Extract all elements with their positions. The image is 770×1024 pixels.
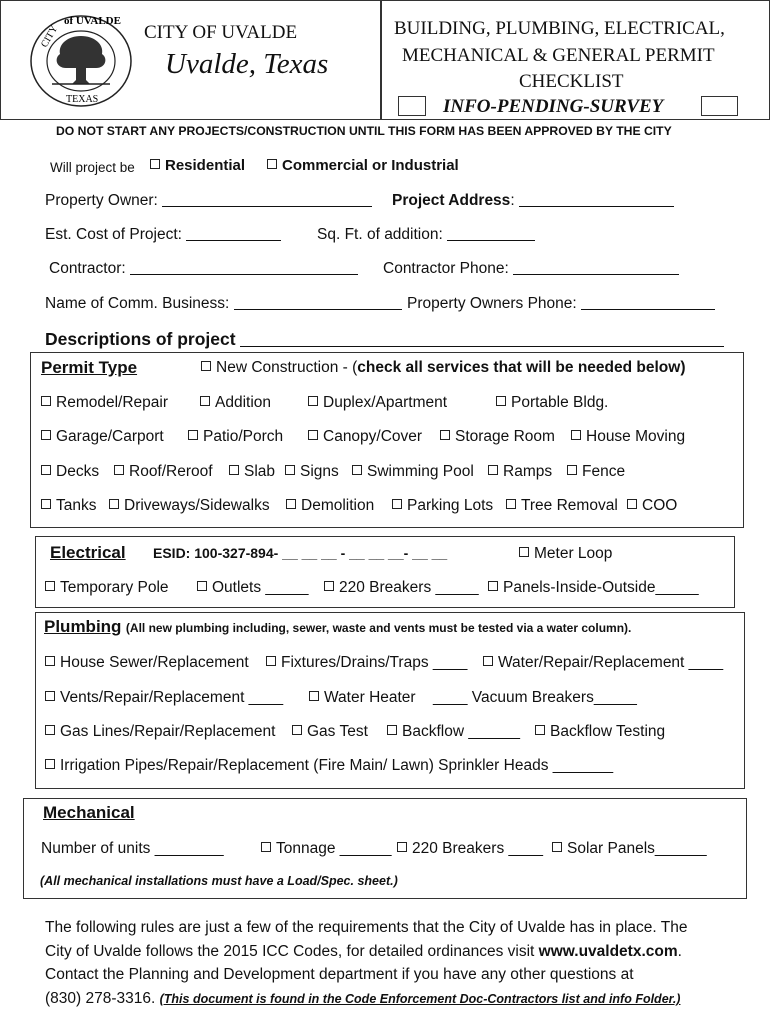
plumbing-option[interactable] (292, 723, 368, 741)
svg-text:CITY: CITY (39, 23, 61, 50)
plumbing-option[interactable] (309, 689, 416, 707)
city-script: Uvalde, Texas (165, 48, 329, 80)
permit-option-label: Canopy/Cover (323, 428, 423, 445)
permit-option-label: Parking Lots (407, 497, 494, 514)
footer-line3: Contact the Planning and Development department if you have any other questions at (45, 966, 634, 983)
esid-field[interactable]: ESID: 100-327-894- __ __ __ - __ __ __- __ __ (153, 545, 448, 561)
checkbox[interactable] (45, 656, 55, 666)
contractor-label: Contractor: (49, 260, 126, 277)
checkbox[interactable] (552, 842, 562, 852)
contractor-input[interactable] (130, 262, 358, 275)
checkbox[interactable] (309, 691, 319, 701)
mech-breakers-label: 220 Breakers ____ (412, 840, 543, 857)
permit-option[interactable] (571, 428, 685, 446)
plumbing-option[interactable] (266, 654, 467, 672)
plumbing-option[interactable] (45, 689, 283, 707)
permit-option-label: Roof/Reroof (129, 463, 213, 480)
footer-line4 (45, 990, 680, 1008)
plumbing-note: (All new plumbing including, sewer, waste and vents must be tested via a water column). (125, 621, 632, 635)
checkbox[interactable] (197, 581, 207, 591)
checkbox[interactable] (286, 499, 296, 509)
permit-option[interactable] (308, 394, 447, 412)
plumbing-title: Plumbing (44, 617, 122, 636)
permit-option[interactable] (41, 394, 168, 412)
checkbox[interactable] (41, 396, 51, 406)
permit-option-label: Portable Bldg. (511, 394, 609, 411)
electrical-title: Electrical (50, 543, 126, 562)
footer-line2 (45, 943, 682, 961)
website-link[interactable]: www.uvaldetx.com (538, 943, 678, 960)
checkbox[interactable] (496, 396, 506, 406)
checkbox[interactable] (488, 465, 498, 475)
plumbing-option-label: Backflow Testing (550, 723, 666, 740)
permit-option-label: Ramps (503, 463, 553, 480)
project-address-label: Project Address (392, 192, 511, 209)
mech-breakers-option[interactable] (397, 840, 543, 858)
residential-label: Residential (165, 157, 246, 174)
permit-option[interactable] (114, 463, 213, 481)
owner-phone-field[interactable] (407, 295, 715, 313)
plumbing-option[interactable] (45, 757, 613, 775)
checkbox[interactable] (352, 465, 362, 475)
plumbing-option-label: Water Heater (324, 689, 416, 706)
mechanical-title: Mechanical (43, 803, 135, 822)
permit-option[interactable] (352, 463, 474, 481)
plumbing-option-label: Fixtures/Drains/Traps ____ (281, 654, 468, 671)
permit-option[interactable] (229, 463, 275, 481)
plumbing-option-label: Water/Repair/Replacement ____ (498, 654, 724, 671)
plumbing-option[interactable] (387, 723, 520, 741)
permit-option-label: Tanks (56, 497, 97, 514)
checkbox[interactable] (41, 465, 51, 475)
checkbox[interactable] (41, 430, 51, 440)
permit-option[interactable] (286, 497, 374, 515)
residential-option[interactable] (150, 157, 245, 174)
checkbox[interactable] (324, 581, 334, 591)
checkbox[interactable] (261, 842, 271, 852)
permit-option-label: Slab (244, 463, 276, 480)
checkbox[interactable] (200, 396, 210, 406)
owner-phone-label: Property Owners Phone: (407, 295, 577, 312)
descriptions-input[interactable] (240, 333, 724, 347)
business-name-label: Name of Comm. Business: (45, 295, 230, 312)
svg-text:TEXAS: TEXAS (66, 94, 99, 105)
permit-option[interactable] (41, 428, 164, 446)
project-type-label: Will project be (50, 160, 135, 175)
permit-option[interactable] (109, 497, 270, 515)
checkbox[interactable] (567, 465, 577, 475)
permit-option-label: Demolition (301, 497, 375, 514)
meter-loop-option[interactable] (519, 545, 612, 563)
tonnage-label: Tonnage ______ (276, 840, 392, 857)
new-construction-note: check all services that will be needed below) (357, 359, 686, 376)
plumbing-option-label: Irrigation Pipes/Repair/Replacement (Fire Main/ Lawn) Sprinkler Heads _______ (60, 757, 614, 774)
sqft-field[interactable] (317, 226, 535, 244)
temp-pole-label: Temporary Pole (60, 579, 169, 596)
plumbing-option[interactable] (483, 654, 723, 672)
permit-option[interactable] (567, 463, 625, 481)
permit-option[interactable] (506, 497, 618, 515)
permit-option[interactable] (488, 463, 552, 481)
form-title-line1: BUILDING, PLUMBING, ELECTRICAL, (394, 18, 725, 39)
folder-note: (This document is found in the Code Enforcement Doc-Contractors list and info Folder.) (159, 992, 681, 1006)
commercial-label: Commercial or Industrial (282, 157, 459, 174)
new-construction-label: New Construction - ( (216, 359, 358, 376)
project-address-input[interactable] (519, 194, 674, 207)
permit-option-label: Driveways/Sidewalks (124, 497, 270, 514)
status-label: INFO-PENDING-SURVEY (443, 96, 664, 117)
temp-pole-option[interactable] (45, 579, 169, 597)
checkbox[interactable] (266, 656, 276, 666)
permit-option[interactable] (440, 428, 555, 446)
permit-option-label: Garage/Carport (56, 428, 164, 445)
residential-checkbox[interactable] (150, 159, 160, 169)
permit-option[interactable] (392, 497, 493, 515)
units-field[interactable]: Number of units ________ (41, 840, 224, 857)
contractor-field[interactable] (49, 260, 358, 278)
contractor-phone-input[interactable] (513, 262, 679, 275)
checkbox[interactable] (45, 759, 55, 769)
descriptions-field[interactable] (45, 329, 724, 350)
new-construction-option[interactable] (201, 359, 685, 377)
permit-type-title: Permit Type (41, 358, 138, 377)
permit-option-label: COO (642, 497, 678, 514)
checkbox[interactable] (285, 465, 295, 475)
permit-option[interactable] (200, 394, 271, 412)
checkbox[interactable] (506, 499, 516, 509)
new-construction-checkbox[interactable] (201, 361, 211, 371)
business-name-input[interactable] (234, 297, 402, 310)
checkbox[interactable] (188, 430, 198, 440)
footer-period: . (677, 943, 682, 960)
permit-option-label: Fence (582, 463, 626, 480)
tonnage-option[interactable] (261, 840, 392, 858)
checkbox[interactable] (292, 725, 302, 735)
checkbox[interactable] (571, 430, 581, 440)
plumbing-option[interactable] (45, 723, 275, 741)
permit-option[interactable] (41, 497, 97, 515)
permit-option[interactable] (496, 394, 608, 412)
checkbox[interactable] (627, 499, 637, 509)
warning-text: DO NOT START ANY PROJECTS/CONSTRUCTION UNTIL THIS FORM HAS BEEN APPROVED BY THE CITY (56, 124, 672, 138)
checkbox[interactable] (387, 725, 397, 735)
checkbox[interactable] (109, 499, 119, 509)
plumbing-option-label: Vents/Repair/Replacement ____ (60, 689, 284, 706)
plumbing-option-label: Backflow ______ (402, 723, 521, 740)
property-owner-label: Property Owner: (45, 192, 158, 209)
svg-text:of UVALDE: of UVALDE (64, 15, 121, 27)
permit-option-label: Patio/Porch (203, 428, 284, 445)
property-owner-input[interactable] (162, 194, 372, 207)
checkbox[interactable] (41, 499, 51, 509)
solar-option[interactable] (552, 840, 707, 858)
city-name: CITY OF UVALDE (144, 22, 298, 43)
mechanical-note: (All mechanical installations must have a Load/Spec. sheet.) (40, 874, 398, 888)
commercial-checkbox[interactable] (267, 159, 277, 169)
status-checkbox-right[interactable] (701, 96, 738, 116)
sqft-input[interactable] (447, 228, 535, 241)
project-address-field[interactable]: Project Address: (392, 192, 674, 210)
city-seal-logo (28, 14, 134, 108)
checkbox[interactable] (114, 465, 124, 475)
plumbing-option-label: Gas Test (307, 723, 368, 740)
checkbox[interactable] (488, 581, 498, 591)
contractor-phone-label: Contractor Phone: (383, 260, 509, 277)
permit-option[interactable] (41, 463, 99, 481)
checkbox[interactable] (45, 691, 55, 701)
breakers-option[interactable] (324, 579, 479, 597)
outlets-label: Outlets _____ (212, 579, 309, 596)
est-cost-input[interactable] (186, 228, 281, 241)
solar-label: Solar Panels______ (567, 840, 707, 857)
est-cost-label: Est. Cost of Project: (45, 226, 182, 243)
sqft-label: Sq. Ft. of addition: (317, 226, 443, 243)
permit-option[interactable] (285, 463, 339, 481)
permit-option-label: Decks (56, 463, 100, 480)
checkbox[interactable] (308, 430, 318, 440)
panels-option[interactable] (488, 579, 699, 597)
checkbox[interactable] (397, 842, 407, 852)
breakers-label: 220 Breakers _____ (339, 579, 479, 596)
header-divider (380, 0, 382, 120)
checkbox[interactable] (535, 725, 545, 735)
permit-option[interactable] (627, 497, 677, 515)
panels-label: Panels-Inside-Outside_____ (503, 579, 699, 596)
checkbox[interactable] (45, 725, 55, 735)
descriptions-label: Descriptions of project (45, 329, 236, 349)
permit-option-label: Addition (215, 394, 272, 411)
permit-option-label: Swimming Pool (367, 463, 474, 480)
owner-phone-input[interactable] (581, 297, 715, 310)
property-owner-field[interactable] (45, 192, 372, 210)
plumbing-option-label: House Sewer/Replacement (60, 654, 249, 671)
checkbox[interactable] (45, 581, 55, 591)
status-checkbox-left[interactable] (398, 96, 426, 116)
checkbox[interactable] (392, 499, 402, 509)
phone-number: (830) 278-3316. (45, 990, 160, 1007)
permit-option[interactable] (308, 428, 422, 446)
checkbox[interactable] (440, 430, 450, 440)
outlets-option[interactable] (197, 579, 309, 597)
plumbing-option-label: Gas Lines/Repair/Replacement (60, 723, 276, 740)
checkbox[interactable] (308, 396, 318, 406)
permit-option-label: Signs (300, 463, 339, 480)
permit-option[interactable] (188, 428, 283, 446)
permit-option-label: Duplex/Apartment (323, 394, 448, 411)
form-title-line2: MECHANICAL & GENERAL PERMIT (402, 45, 715, 66)
permit-option-label: Tree Removal (521, 497, 618, 514)
permit-option-label: Storage Room (455, 428, 555, 445)
footer-line1: The following rules are just a few of the requirements that the City of Uvalde has in place. The (45, 919, 688, 936)
plumbing-header (44, 617, 631, 637)
vacuum-breakers-field[interactable]: ____ Vacuum Breakers_____ (433, 689, 637, 706)
form-title-line3: CHECKLIST (519, 71, 624, 92)
permit-option-label: House Moving (586, 428, 686, 445)
checkbox[interactable] (519, 547, 529, 557)
plumbing-option[interactable] (45, 654, 249, 672)
footer-line2-text: City of Uvalde follows the 2015 ICC Codes, for detailed ordinances visit (45, 943, 539, 960)
contractor-phone-field[interactable] (383, 260, 679, 278)
commercial-option[interactable] (267, 157, 459, 174)
permit-option-label: Remodel/Repair (56, 394, 168, 411)
meter-loop-label: Meter Loop (534, 545, 613, 562)
checkbox[interactable] (229, 465, 239, 475)
business-name-field[interactable] (45, 295, 402, 313)
plumbing-option[interactable] (535, 723, 665, 741)
est-cost-field[interactable] (45, 226, 281, 244)
checkbox[interactable] (483, 656, 493, 666)
